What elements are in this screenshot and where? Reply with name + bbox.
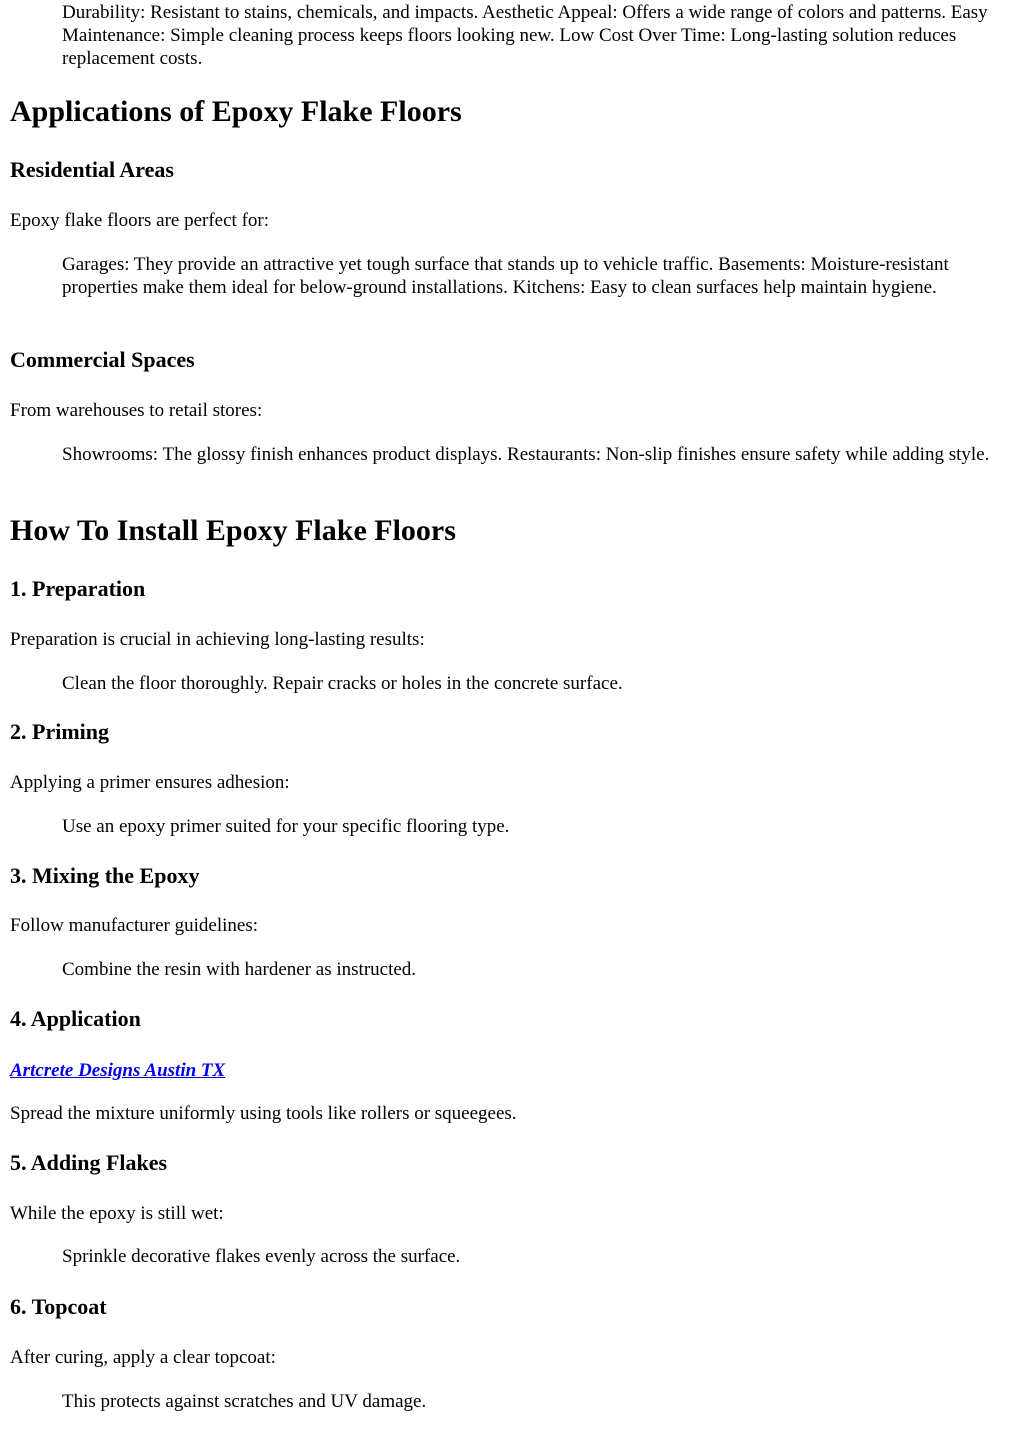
artcrete-designs-link[interactable]: Artcrete Designs Austin TX <box>10 1060 226 1081</box>
topcoat-heading: 6. Topcoat <box>10 1294 107 1319</box>
adding-flakes-heading: 5. Adding Flakes <box>10 1150 168 1175</box>
adding-flakes-lead: While the epoxy is still wet: <box>10 1203 224 1224</box>
commercial-lead: From warehouses to retail stores: <box>10 400 263 421</box>
application-body: Spread the mixture uniformly using tools like rollers or squeegees. <box>10 1103 517 1124</box>
application-heading: 4. Application <box>10 1006 141 1031</box>
preparation-quote: Clean the floor thoroughly. Repair cracks or holes in the concrete surface. <box>62 673 623 694</box>
priming-heading: 2. Priming <box>10 719 109 744</box>
preparation-heading: 1. Preparation <box>10 576 146 601</box>
preparation-lead: Preparation is crucial in achieving long-lasting results: <box>10 629 425 650</box>
benefits-quote: Durability: Resistant to stains, chemicals, and impacts. Aesthetic Appeal: Offers a wide range of colors and patterns. Easy Maintenance: Simple cleaning process keeps floors looking new. Low Cost Over Time: Long-lasting solution reduces replacement costs. <box>62 2 988 69</box>
residential-heading: Residential Areas <box>10 157 174 182</box>
commercial-heading: Commercial Spaces <box>10 347 195 372</box>
topcoat-lead: After curing, apply a clear topcoat: <box>10 1347 276 1368</box>
mixing-lead: Follow manufacturer guidelines: <box>10 915 258 936</box>
applications-heading: Applications of Epoxy Flake Floors <box>10 95 462 128</box>
adding-flakes-quote: Sprinkle decorative flakes evenly across the surface. <box>62 1246 461 1267</box>
application-link-paragraph <box>10 1059 225 1082</box>
priming-lead: Applying a primer ensures adhesion: <box>10 772 290 793</box>
residential-lead: Epoxy flake floors are perfect for: <box>10 210 270 231</box>
priming-quote: Use an epoxy primer suited for your specific flooring type. <box>62 816 510 837</box>
install-heading: How To Install Epoxy Flake Floors <box>10 514 456 547</box>
commercial-quote: Showrooms: The glossy finish enhances product displays. Restaurants: Non-slip finishes ensure safety while adding style. <box>62 444 990 465</box>
mixing-quote: Combine the resin with hardener as instructed. <box>62 959 417 980</box>
residential-quote: Garages: They provide an attractive yet tough surface that stands up to vehicle traffic. Basements: Moisture-resistant properties make them ideal for below-ground installations. Kitchens: Easy to clean surfaces help maintain hygiene. <box>62 254 949 298</box>
topcoat-quote: This protects against scratches and UV damage. <box>62 1391 427 1412</box>
mixing-heading: 3. Mixing the Epoxy <box>10 863 200 888</box>
